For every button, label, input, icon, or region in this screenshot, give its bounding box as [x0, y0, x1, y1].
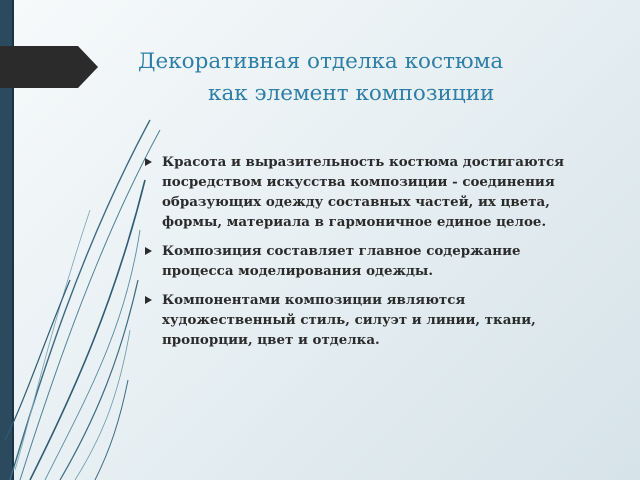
- slide-title-line1: Декоративная отделка костюма: [138, 49, 504, 74]
- bullet-item: [145, 290, 585, 350]
- bullet-list: [145, 152, 585, 359]
- arrow-tab-icon: [0, 46, 100, 88]
- slide-title-line2: как элемент композиции: [208, 81, 495, 106]
- bullet-arrow-icon: [145, 158, 152, 166]
- bullet-text: Красота и выразительность костюма достигаются посредством искусства композиции - соединения образующих одежду составных частей, их цвета, формы, материала в гармоничное единое целое.: [162, 154, 565, 230]
- bullet-text: Компонентами композиции являются художественный стиль, силуэт и линии, ткани, пропорции, цвет и отделка.: [162, 292, 536, 348]
- bullet-text: Композиция составляет главное содержание процесса моделирования одежды.: [162, 243, 521, 279]
- decor-curve: [15, 210, 90, 470]
- bullet-item: [145, 241, 585, 281]
- decor-curve: [10, 120, 150, 480]
- bullet-item: [145, 152, 585, 232]
- decor-curve: [60, 280, 138, 480]
- bullet-arrow-icon: [145, 296, 152, 304]
- decor-curve: [95, 380, 128, 480]
- bullet-arrow-icon: [145, 247, 152, 255]
- decor-curve: [30, 180, 145, 480]
- decor-curve: [45, 230, 140, 480]
- slide-title: [138, 46, 608, 110]
- decor-curve: [20, 130, 160, 480]
- decor-curve: [75, 330, 130, 480]
